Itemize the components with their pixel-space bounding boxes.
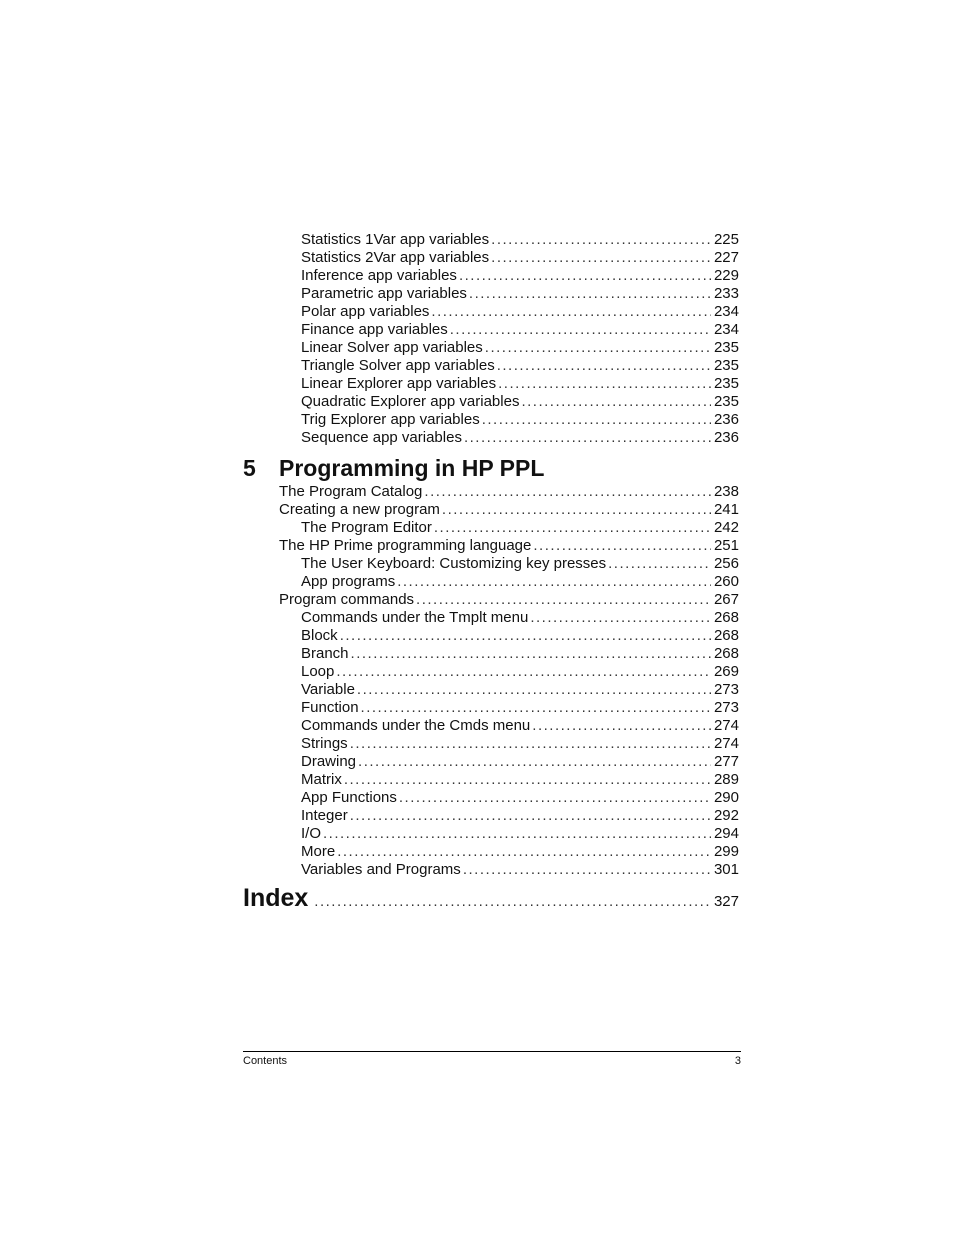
toc-entry[interactable]: [243, 825, 739, 843]
page-footer: [243, 1051, 741, 1067]
chapter-heading[interactable]: [243, 453, 739, 483]
dot-leader: [358, 753, 711, 771]
dot-leader: [442, 501, 711, 519]
toc-entry-page-number: 299: [713, 843, 739, 860]
dot-leader: [323, 825, 711, 843]
toc-entry-title: Finance app variables: [301, 321, 448, 338]
toc-entry[interactable]: [243, 699, 739, 717]
dot-leader: [482, 411, 711, 429]
toc-entry[interactable]: [243, 663, 739, 681]
toc-entry[interactable]: [243, 681, 739, 699]
toc-entry-page-number: 260: [713, 573, 739, 590]
toc-entry-page-number: 236: [713, 429, 739, 446]
toc-entry[interactable]: [243, 375, 739, 393]
toc-entry[interactable]: [243, 861, 739, 879]
toc-entry-page-number: 273: [713, 681, 739, 698]
toc-entry-page-number: 274: [713, 735, 739, 752]
toc-entry-title: Drawing: [301, 753, 357, 770]
dot-leader: [464, 429, 711, 447]
footer-section-label: Contents: [243, 1055, 288, 1067]
toc-entry[interactable]: [243, 321, 739, 339]
toc-entry-page-number: 235: [713, 393, 739, 410]
toc-entry-title: Statistics 2Var app variables: [301, 249, 490, 266]
toc-entry[interactable]: [243, 771, 739, 789]
toc-entry[interactable]: [243, 249, 739, 267]
toc-entry-title: Branch: [301, 645, 349, 662]
dot-leader: [350, 807, 711, 825]
toc-entry-title: The Program Editor: [301, 519, 432, 536]
toc-entry-page-number: 268: [713, 645, 739, 662]
toc-entry-page-number: 234: [713, 303, 739, 320]
dot-leader: [491, 249, 711, 267]
toc-entry[interactable]: [243, 339, 739, 357]
toc-entry-page-number: 290: [713, 789, 739, 806]
toc-entry[interactable]: [243, 267, 739, 285]
dot-leader: [424, 483, 711, 501]
toc-entry[interactable]: [243, 231, 739, 249]
toc-section-programming: [243, 483, 739, 879]
toc-entry-page-number: 235: [713, 375, 739, 392]
toc-entry-index[interactable]: [243, 883, 739, 913]
toc-entry[interactable]: [243, 519, 739, 537]
dot-leader: [608, 555, 711, 573]
toc-entry[interactable]: [243, 573, 739, 591]
toc-entry[interactable]: [243, 717, 739, 735]
dot-leader: [434, 519, 711, 537]
toc-entry[interactable]: [243, 807, 739, 825]
toc-entry-title: I/O: [301, 825, 322, 842]
dot-leader: [314, 887, 711, 917]
dot-leader: [361, 699, 711, 717]
dot-leader: [344, 771, 711, 789]
dot-leader: [532, 717, 711, 735]
toc-entry[interactable]: [243, 357, 739, 375]
toc-entry-title: Matrix: [301, 771, 342, 788]
dot-leader: [498, 375, 711, 393]
toc-entry-title: The Program Catalog: [279, 483, 423, 500]
toc-entry[interactable]: [243, 411, 739, 429]
toc-entry-page-number: 268: [713, 609, 739, 626]
toc-entry-title: Function: [301, 699, 359, 716]
toc-entry-title: Statistics 1Var app variables: [301, 231, 490, 248]
toc-entry-title: Linear Explorer app variables: [301, 375, 497, 392]
toc-entry-page-number: 256: [713, 555, 739, 572]
toc-entry-page-number: 273: [713, 699, 739, 716]
toc-entry-title: Triangle Solver app variables: [301, 357, 495, 374]
toc-entry[interactable]: [243, 537, 739, 555]
toc-entry-title: Variables and Programs: [301, 861, 461, 878]
toc-entry-page-number: 234: [713, 321, 739, 338]
toc-entry-page-number: 268: [713, 627, 739, 644]
toc-entry-title: Integer: [301, 807, 348, 824]
toc-entry-page-number: 238: [713, 483, 739, 500]
toc-entry[interactable]: [243, 303, 739, 321]
dot-leader: [397, 573, 711, 591]
toc-entry-title: The User Keyboard: Customizing key presses: [301, 555, 607, 572]
toc-entry-title: Commands under the Tmplt menu: [301, 609, 529, 626]
dot-leader: [351, 645, 711, 663]
toc-entry-title: Linear Solver app variables: [301, 339, 483, 356]
dot-leader: [533, 537, 711, 555]
dot-leader: [416, 591, 711, 609]
dot-leader: [399, 789, 711, 807]
toc-entry[interactable]: [243, 429, 739, 447]
dot-leader: [497, 357, 711, 375]
toc-entry-page-number: 301: [713, 861, 739, 878]
toc-entry-title: Quadratic Explorer app variables: [301, 393, 520, 410]
toc-entry-page-number: 267: [713, 591, 739, 608]
dot-leader: [357, 681, 711, 699]
toc-entry-page-number: 269: [713, 663, 739, 680]
toc-entry[interactable]: [243, 609, 739, 627]
dot-leader: [431, 303, 711, 321]
toc-entry[interactable]: [243, 753, 739, 771]
toc-entry-page-number: 289: [713, 771, 739, 788]
toc-entry-title: Trig Explorer app variables: [301, 411, 480, 428]
chapter-title: Programming in HP PPL: [279, 455, 545, 481]
toc-entry-title: Sequence app variables: [301, 429, 462, 446]
toc-entry-title: Block: [301, 627, 338, 644]
toc-entry-title: Loop: [301, 663, 335, 680]
dot-leader: [485, 339, 711, 357]
dot-leader: [450, 321, 711, 339]
toc-entry[interactable]: [243, 393, 739, 411]
toc-entry[interactable]: [243, 591, 739, 609]
toc-entry-page-number: 242: [713, 519, 739, 536]
toc-entry-page-number: 274: [713, 717, 739, 734]
toc-entry[interactable]: [243, 789, 739, 807]
table-of-contents: [243, 231, 739, 913]
toc-entry-page-number: 294: [713, 825, 739, 842]
toc-section-app-variables: [243, 231, 739, 447]
dot-leader: [521, 393, 711, 411]
toc-entry-title: Parametric app variables: [301, 285, 467, 302]
toc-entry-page-number: 251: [713, 537, 739, 554]
toc-entry-title: Variable: [301, 681, 355, 698]
footer-page-number: 3: [734, 1055, 741, 1067]
toc-entry-page-number: 233: [713, 285, 739, 302]
dot-leader: [340, 627, 711, 645]
toc-entry-title: Commands under the Cmds menu: [301, 717, 531, 734]
toc-entry-page-number: 292: [713, 807, 739, 824]
dot-leader: [337, 843, 711, 861]
dot-leader: [530, 609, 711, 627]
toc-entry-page-number: 277: [713, 753, 739, 770]
toc-entry-title: Polar app variables: [301, 303, 430, 320]
index-page-number: 327: [713, 893, 739, 910]
toc-entry-title: App programs: [301, 573, 396, 590]
toc-entry-title: More: [301, 843, 336, 860]
toc-entry-page-number: 227: [713, 249, 739, 266]
toc-entry-page-number: 229: [713, 267, 739, 284]
toc-entry[interactable]: [243, 483, 739, 501]
toc-entry-title: Program commands: [279, 591, 415, 608]
toc-entry[interactable]: [243, 627, 739, 645]
toc-entry[interactable]: [243, 843, 739, 861]
toc-entry-page-number: 235: [713, 339, 739, 356]
chapter-number: 5: [243, 455, 256, 481]
dot-leader: [469, 285, 711, 303]
dot-leader: [459, 267, 711, 285]
dot-leader: [463, 861, 711, 879]
toc-entry-title: Creating a new program: [279, 501, 440, 518]
toc-entry[interactable]: [243, 645, 739, 663]
toc-entry-title: Strings: [301, 735, 348, 752]
toc-entry-title: App Functions: [301, 789, 397, 806]
toc-entry-page-number: 241: [713, 501, 739, 518]
toc-entry[interactable]: [243, 285, 739, 303]
toc-entry[interactable]: [243, 735, 739, 753]
dot-leader: [491, 231, 711, 249]
toc-entry-page-number: 235: [713, 357, 739, 374]
toc-entry[interactable]: [243, 501, 739, 519]
toc-entry-title: Inference app variables: [301, 267, 457, 284]
toc-entry-page-number: 225: [713, 231, 739, 248]
toc-entry[interactable]: [243, 555, 739, 573]
dot-leader: [336, 663, 711, 681]
dot-leader: [350, 735, 711, 753]
toc-entry-title: The HP Prime programming language: [279, 537, 532, 554]
toc-entry-page-number: 236: [713, 411, 739, 428]
index-title: Index: [243, 884, 309, 912]
